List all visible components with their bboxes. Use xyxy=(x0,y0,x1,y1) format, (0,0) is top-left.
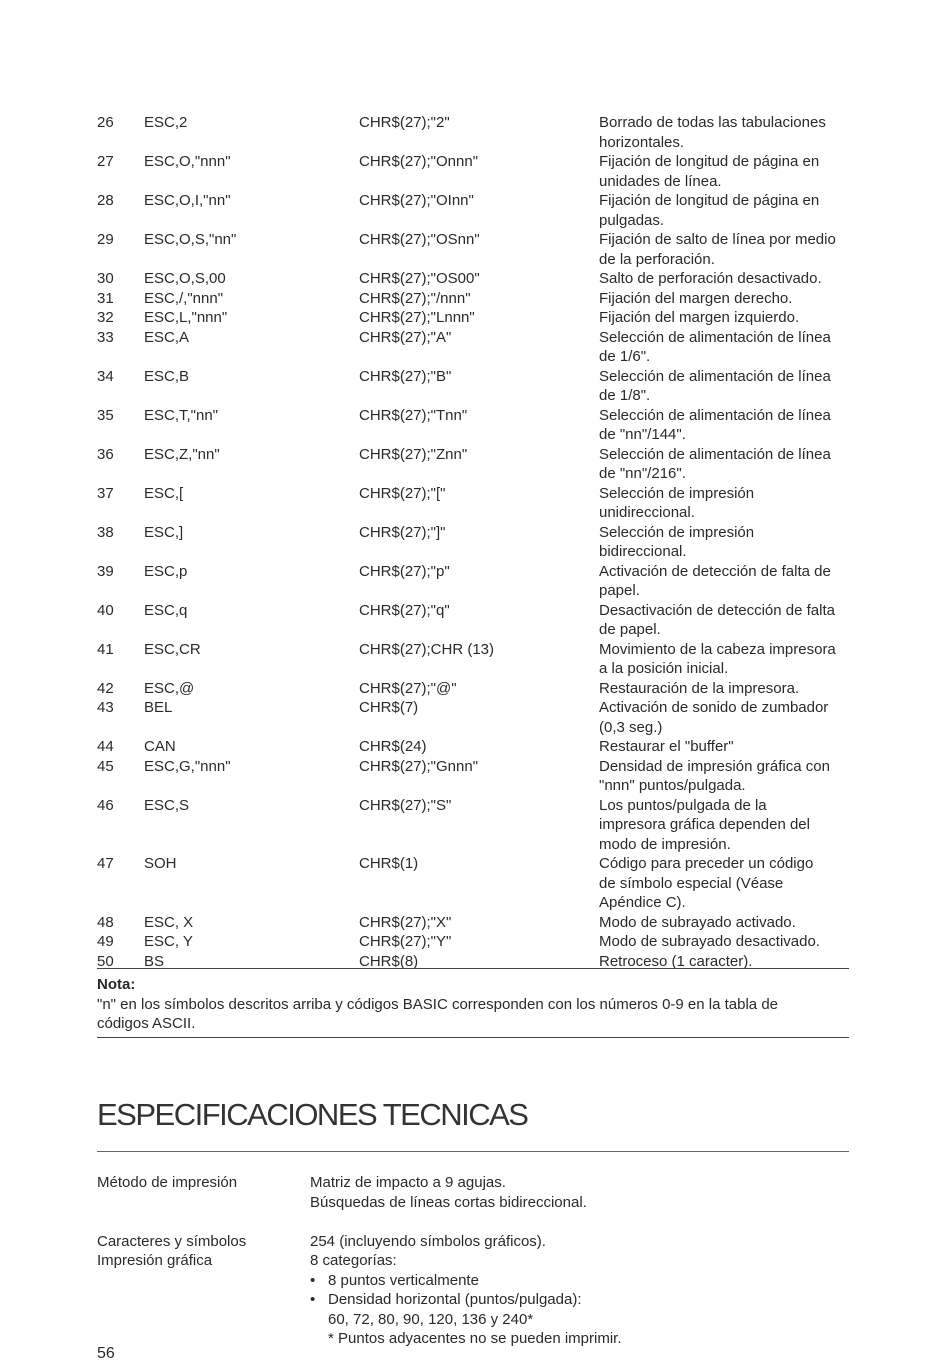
row-number: 36 xyxy=(97,445,114,463)
description-line: Selección de alimentación de línea xyxy=(599,445,831,463)
row-number: 26 xyxy=(97,114,114,131)
basic-code: CHR$(27);"B" xyxy=(359,367,452,385)
description-line: de 1/6". xyxy=(599,348,651,365)
description-line: impresora gráfica dependen del xyxy=(599,816,810,833)
description-line: Modo de subrayado activado. xyxy=(599,913,796,931)
basic-code: CHR$(27);"Gnnn" xyxy=(359,757,479,775)
basic-code: CHR$(27);"Y" xyxy=(359,933,452,950)
spec-value-line: Matriz de impacto a 9 agujas. xyxy=(310,1174,506,1191)
escape-code: ESC,O,"nnn" xyxy=(144,153,231,170)
spec-value-line: 8 categorías: xyxy=(310,1252,397,1269)
description-line: Los puntos/pulgada de la xyxy=(599,796,767,814)
table-row xyxy=(97,289,849,309)
table-row xyxy=(97,640,849,679)
description-line: de la perforación. xyxy=(599,250,715,268)
description-line: Selección de alimentación de línea xyxy=(599,328,831,346)
spec-row-caracteres xyxy=(97,1232,849,1252)
description xyxy=(599,367,849,406)
description-line: unidades de línea. xyxy=(599,172,722,190)
note-block xyxy=(97,975,849,1034)
description-line: Fijación del margen izquierdo. xyxy=(599,309,800,326)
row-number: 40 xyxy=(97,601,114,619)
escape-code: ESC,2 xyxy=(144,114,188,131)
section-title: ESPECIFICACIONES TECNICAS xyxy=(97,1097,528,1132)
description xyxy=(599,601,849,640)
basic-code: CHR$(27);CHR (13) xyxy=(359,640,495,658)
table-row xyxy=(97,679,849,699)
description-line: Apéndice C). xyxy=(599,894,686,911)
row-number: 38 xyxy=(97,523,114,541)
basic-code: CHR$(27);"A" xyxy=(359,328,452,346)
description xyxy=(599,289,849,309)
description-line: "nnn" puntos/pulgada. xyxy=(599,777,746,794)
table-row xyxy=(97,796,849,855)
escape-code: BS xyxy=(144,952,165,970)
note-title: Nota: xyxy=(97,976,136,993)
row-number: 47 xyxy=(97,855,114,872)
basic-code: CHR$(27);"OSnn" xyxy=(359,231,480,248)
basic-code: CHR$(27);"X" xyxy=(359,913,452,931)
bullet-line: 60, 72, 80, 90, 120, 136 y 240* xyxy=(328,1310,534,1328)
basic-code: CHR$(24) xyxy=(359,738,427,755)
description xyxy=(599,191,849,230)
table-row xyxy=(97,854,849,913)
table-row xyxy=(97,445,849,484)
row-number: 44 xyxy=(97,738,114,755)
basic-code: CHR$(27);"OInn" xyxy=(359,192,474,209)
spec-value: 254 (incluyendo símbolos gráficos). xyxy=(310,1232,546,1250)
description xyxy=(599,698,849,737)
basic-code: CHR$(27);"Onnn" xyxy=(359,153,479,170)
description-line: bidireccional. xyxy=(599,543,687,560)
description-line: Fijación de longitud de página en xyxy=(599,153,820,170)
basic-code: CHR$(27);"/nnn" xyxy=(359,289,471,307)
description-line: Modo de subrayado desactivado. xyxy=(599,933,820,950)
table-bottom-rule xyxy=(97,968,849,969)
basic-code: CHR$(27);"q" xyxy=(359,601,450,619)
description xyxy=(599,230,849,269)
basic-code: CHR$(27);"S" xyxy=(359,796,452,814)
note-bottom-rule xyxy=(97,1037,849,1038)
description-line: Restauración de la impresora. xyxy=(599,679,800,697)
table-row xyxy=(97,757,849,796)
bullet-item xyxy=(310,1271,849,1291)
row-number: 42 xyxy=(97,679,114,697)
escape-code: BEL xyxy=(144,699,173,716)
escape-code: CAN xyxy=(144,738,176,755)
description xyxy=(599,796,849,855)
table-row xyxy=(97,269,849,289)
description xyxy=(599,308,849,328)
table-row xyxy=(97,191,849,230)
table-row xyxy=(97,308,849,328)
row-number: 39 xyxy=(97,562,114,580)
description-line: Código para preceder un código xyxy=(599,855,814,872)
spec-label: Impresión gráfica xyxy=(97,1252,213,1269)
row-number: 37 xyxy=(97,484,114,502)
row-number: 28 xyxy=(97,192,114,209)
description-line: Restaurar el "buffer" xyxy=(599,738,734,755)
basic-code: CHR$(27);"2" xyxy=(359,114,450,131)
escape-code: ESC,] xyxy=(144,523,184,541)
basic-code: CHR$(27);"[" xyxy=(359,484,446,502)
escape-code: ESC,L,"nnn" xyxy=(144,309,228,326)
basic-code: CHR$(27);"OS00" xyxy=(359,270,480,287)
description-line: pulgadas. xyxy=(599,211,665,229)
escape-code: ESC,G,"nnn" xyxy=(144,757,231,775)
note-line: "n" en los símbolos descritos arriba y códigos BASIC corresponden con los números 0-9 en la tabla de xyxy=(97,995,779,1013)
table-row xyxy=(97,484,849,523)
spec-row-grafica xyxy=(97,1251,849,1349)
row-number: 33 xyxy=(97,328,114,346)
description-line: de papel. xyxy=(599,621,661,638)
row-number: 46 xyxy=(97,796,114,814)
description xyxy=(599,523,849,562)
table-row xyxy=(97,367,849,406)
row-number: 30 xyxy=(97,270,114,287)
description xyxy=(599,445,849,484)
description-line: Desactivación de detección de falta xyxy=(599,601,835,619)
description-line: Movimiento de la cabeza impresora xyxy=(599,640,836,658)
row-number: 35 xyxy=(97,406,114,424)
row-number: 31 xyxy=(97,289,114,307)
basic-code: CHR$(27);"Znn" xyxy=(359,445,468,463)
row-number: 34 xyxy=(97,367,114,385)
spec-value-line: Búsquedas de líneas cortas bidireccional. xyxy=(310,1193,587,1211)
description-line: Fijación del margen derecho. xyxy=(599,289,793,307)
description-line: Activación de detección de falta de xyxy=(599,562,831,580)
description xyxy=(599,269,849,289)
table-row xyxy=(97,406,849,445)
row-number: 43 xyxy=(97,699,114,716)
escape-code: ESC, X xyxy=(144,913,194,931)
description xyxy=(599,562,849,601)
bullet-item xyxy=(310,1290,849,1349)
bullet-footnote: * Puntos adyacentes no se pueden imprimir. xyxy=(328,1330,622,1347)
description xyxy=(599,406,849,445)
description xyxy=(599,484,849,523)
basic-code: CHR$(27);"Lnnn" xyxy=(359,309,475,326)
spec-value xyxy=(310,1173,849,1212)
description-line: Fijación de longitud de página en xyxy=(599,192,820,209)
basic-code: CHR$(8) xyxy=(359,952,419,970)
table-row xyxy=(97,230,849,269)
escape-code: ESC,O,S,"nn" xyxy=(144,231,237,248)
description xyxy=(599,913,849,933)
bullet-icon: • xyxy=(310,1291,316,1308)
section-title-rule xyxy=(97,1151,849,1152)
description-line: Selección de impresión xyxy=(599,484,755,502)
description-line: de símbolo especial (Véase xyxy=(599,874,784,892)
escape-code: ESC,[ xyxy=(144,484,184,502)
description-line: Selección de alimentación de línea xyxy=(599,406,831,424)
escape-code: ESC, Y xyxy=(144,933,193,950)
spec-value xyxy=(310,1251,849,1349)
basic-code: CHR$(27);"p" xyxy=(359,562,450,580)
escape-code: ESC,q xyxy=(144,601,188,619)
note-line: códigos ASCII. xyxy=(97,1015,196,1032)
escape-code: ESC,Z,"nn" xyxy=(144,445,220,463)
escape-code: ESC,S xyxy=(144,796,190,814)
description-line: papel. xyxy=(599,582,640,599)
table-row xyxy=(97,113,849,152)
command-table xyxy=(97,113,849,971)
escape-code: ESC,T,"nn" xyxy=(144,406,219,424)
escape-code: ESC,CR xyxy=(144,640,201,658)
description-line: de "nn"/216". xyxy=(599,465,686,482)
basic-code: CHR$(7) xyxy=(359,699,419,716)
page-number: 56 xyxy=(97,1345,115,1362)
table-row xyxy=(97,562,849,601)
row-number: 49 xyxy=(97,933,114,950)
table-row xyxy=(97,932,849,952)
basic-code: CHR$(1) xyxy=(359,855,419,872)
escape-code: ESC,@ xyxy=(144,679,195,697)
description xyxy=(599,757,849,796)
spec-label: Caracteres y símbolos xyxy=(97,1232,247,1250)
row-number: 27 xyxy=(97,153,114,170)
table-row xyxy=(97,152,849,191)
spec-label: Método de impresión xyxy=(97,1174,238,1191)
escape-code: ESC,/,"nnn" xyxy=(144,289,224,307)
description xyxy=(599,932,849,952)
table-row xyxy=(97,913,849,933)
row-number: 45 xyxy=(97,757,114,775)
row-number: 29 xyxy=(97,231,114,248)
description xyxy=(599,679,849,699)
basic-code: CHR$(27);"@" xyxy=(359,679,457,697)
basic-code: CHR$(27);"]" xyxy=(359,523,446,541)
table-row xyxy=(97,737,849,757)
description-line: Activación de sonido de zumbador xyxy=(599,699,829,716)
description-line: Retroceso (1 caracter). xyxy=(599,952,753,970)
escape-code: ESC,O,I,"nn" xyxy=(144,192,231,209)
description-line: Selección de impresión xyxy=(599,523,755,541)
specs-block xyxy=(97,1173,849,1349)
spec-row-metodo xyxy=(97,1173,849,1212)
bullet-text xyxy=(328,1290,849,1349)
description-line: modo de impresión. xyxy=(599,835,731,853)
bullet-text: 8 puntos verticalmente xyxy=(328,1271,479,1289)
escape-code: ESC,O,S,00 xyxy=(144,270,226,287)
table-row xyxy=(97,523,849,562)
description-line: a la posición inicial. xyxy=(599,660,729,677)
description-line: Densidad de impresión gráfica con xyxy=(599,757,830,775)
description-line: Fijación de salto de línea por medio xyxy=(599,231,836,248)
description xyxy=(599,113,849,152)
bullet-line: Densidad horizontal (puntos/pulgada): xyxy=(328,1291,582,1308)
description xyxy=(599,640,849,679)
row-number: 41 xyxy=(97,640,114,658)
description-line: de 1/8". xyxy=(599,387,651,404)
row-number: 32 xyxy=(97,309,114,326)
description xyxy=(599,152,849,191)
description-line: Salto de perforación desactivado. xyxy=(599,270,822,287)
description-line: (0,3 seg.) xyxy=(599,718,663,736)
escape-code: SOH xyxy=(144,855,177,872)
description-line: horizontales. xyxy=(599,133,685,151)
description-line: Borrado de todas las tabulaciones xyxy=(599,114,826,131)
escape-code: ESC,p xyxy=(144,562,188,580)
description xyxy=(599,737,849,757)
basic-code: CHR$(27);"Tnn" xyxy=(359,406,468,424)
description xyxy=(599,328,849,367)
description-line: unidireccional. xyxy=(599,504,695,521)
escape-code: ESC,B xyxy=(144,367,190,385)
table-row xyxy=(97,601,849,640)
row-number: 48 xyxy=(97,913,114,931)
description xyxy=(599,854,849,913)
escape-code: ESC,A xyxy=(144,328,190,346)
description-line: Selección de alimentación de línea xyxy=(599,367,831,385)
table-row xyxy=(97,698,849,737)
bullet-icon: • xyxy=(310,1271,316,1289)
table-row xyxy=(97,328,849,367)
row-number: 50 xyxy=(97,952,114,970)
description-line: de "nn"/144". xyxy=(599,426,686,443)
